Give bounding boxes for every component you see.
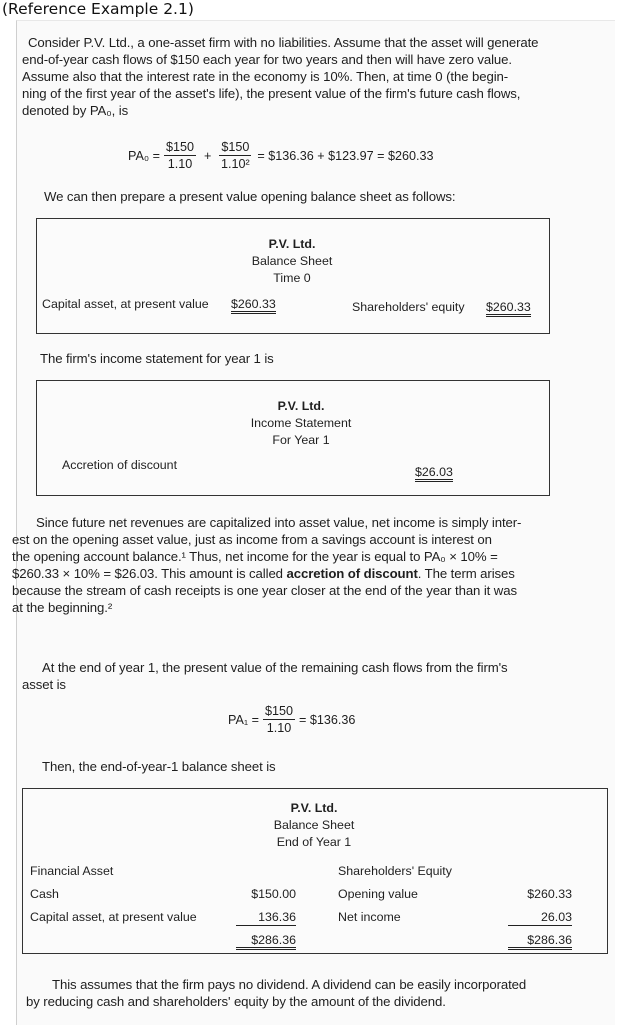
bs1-right-total: $286.36 [508,933,572,950]
formula-rhs: = $136.36 [299,712,356,727]
bs1-title: Balance Sheet [273,818,355,832]
bs0-company: P.V. Ltd. [268,237,316,251]
then-text: Then, the end-of-year-1 balance sheet is [42,759,276,774]
closing-line: by reducing cash and shareholders' equity by the amount of the dividend. [26,994,446,1009]
intro-line: Consider P.V. Ltd., a one-asset firm with no liabilities. Assume that the asset will generate [28,35,539,50]
accretion-term: accretion of discount [286,566,418,581]
since-paragraph [12,514,612,616]
bs0-right-value: $260.33 [486,300,531,317]
bs0-left-value: $260.33 [231,297,276,314]
since-line-start: $260.33 × 10% = $26.03. This amount is called [12,566,283,581]
formula-pa1 [228,704,355,735]
bs1-right-label: Net income [338,910,401,924]
fraction-denominator: 1.10 [266,721,292,735]
bs1-right-value: 26.03 [508,910,572,926]
is-title: Income Statement [250,416,352,430]
fraction-1 [164,140,196,171]
bs1-right-value: $260.33 [527,887,572,901]
formula-lhs: PA₁ = [228,712,259,727]
since-line: at the beginning.² [12,600,113,615]
is-item-value: $26.03 [415,465,453,482]
bs1-right-header: Shareholders' Equity [338,864,452,878]
fraction-numerator: $150 [165,140,194,154]
bs1-left-header: Financial Asset [30,864,114,878]
is-item-label: Accretion of discount [62,458,178,472]
formula-rhs: = $136.36 + $123.97 = $260.33 [257,148,434,163]
fraction-numerator: $150 [221,140,250,154]
intro-paragraph [22,34,612,119]
since-line: Since future net revenues are capitalized into asset value, net income is simply inter- [36,515,522,530]
bs0-left-label: Capital asset, at present value [42,297,209,311]
bs1-left-label: Cash [30,887,59,901]
intro-line: ning of the first year of the asset's life), the present value of the firm's future cash flows, [22,86,521,101]
formula-pa0 [128,140,434,171]
bs0-title: Balance Sheet [251,254,333,268]
fraction-pa1 [263,704,295,735]
bs1-left-value: 136.36 [236,910,296,926]
intro-line: denoted by PA₀, is [22,103,129,118]
is-company: P.V. Ltd. [277,399,325,413]
bs1-left-total: $286.36 [236,933,296,950]
year-end-line: asset is [22,677,66,692]
since-line [12,565,612,582]
plus-sign: + [203,148,212,163]
since-line: the opening account balance.¹ Thus, net income for the year is equal to PA₀ × 10% = [12,549,498,564]
year-end-line: At the end of year 1, the present value of the remaining cash flows from the firm's [42,660,508,675]
closing-paragraph [22,976,612,1010]
fraction-denominator: 1.10 [167,157,193,171]
bs1-left-value: $150.00 [251,887,296,901]
prepare-text: We can then prepare a present value opening balance sheet as follows: [44,189,456,204]
intro-line: end-of-year cash flows of $150 each year for two years and then will have zero value. [22,52,512,67]
closing-line: This assumes that the firm pays no dividend. A dividend can be easily incorporated [52,977,527,992]
bs1-left-label: Capital asset, at present value [30,910,197,924]
fraction-numerator: $150 [264,704,293,718]
bs1-company: P.V. Ltd. [290,801,338,815]
bs1-period: End of Year 1 [276,835,352,849]
intro-line: Assume also that the interest rate in the economy is 10%. Then, at time 0 (the begin- [22,69,509,84]
reference-label: (Reference Example 2.1) [2,0,194,18]
bs0-right-label: Shareholders' equity [352,300,465,314]
bs0-period: Time 0 [273,271,311,285]
fraction-denominator: 1.10² [221,157,250,171]
fraction-2 [219,140,251,171]
since-line: est on the opening asset value, just as income from a savings account is interest on [12,532,492,547]
since-line-end: . The term arises [417,566,515,581]
income-intro: The firm's income statement for year 1 is [40,351,274,366]
bs1-right-label: Opening value [338,887,418,901]
formula-lhs: PA₀ = [128,148,160,163]
year-end-paragraph [22,659,612,693]
since-line: because the stream of cash receipts is one year closer at the end of the year than it was [12,583,517,598]
is-period: For Year 1 [272,433,330,447]
